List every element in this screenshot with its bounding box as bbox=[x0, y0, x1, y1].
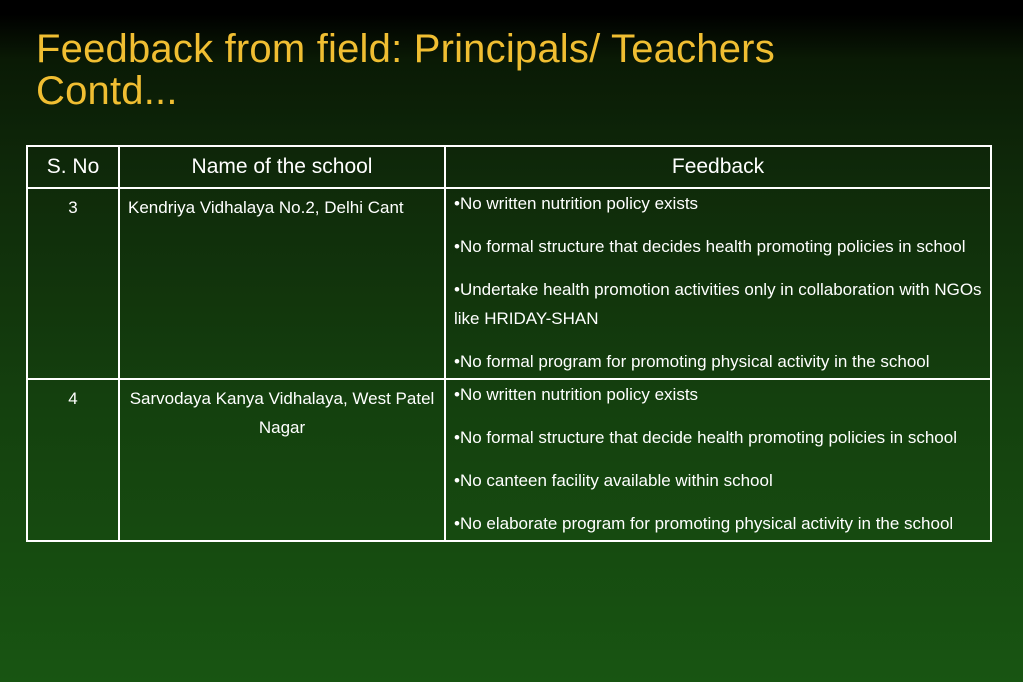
header-school-name: Name of the school bbox=[119, 146, 445, 188]
table-row bbox=[27, 188, 991, 379]
row-school-name: Sarvodaya Kanya Vidhalaya, West Patel Nagar bbox=[119, 379, 445, 541]
header-sno: S. No bbox=[27, 146, 119, 188]
row-school-name: Kendriya Vidhalaya No.2, Delhi Cant bbox=[119, 188, 445, 379]
table-header-row bbox=[27, 146, 991, 188]
feedback-item: •No canteen facility available within school bbox=[454, 471, 773, 490]
feedback-item: •No formal structure that decides health promoting policies in school bbox=[454, 237, 966, 256]
slide-title-line-1: Feedback from field: Principals/ Teachers bbox=[36, 27, 775, 71]
row-sno: 3 bbox=[27, 188, 119, 379]
row-sno: 4 bbox=[27, 379, 119, 541]
slide-title-line-2: Contd... bbox=[36, 69, 178, 113]
feedback-item: •No written nutrition policy exists bbox=[454, 385, 699, 404]
row-feedback bbox=[445, 379, 991, 541]
slide-title bbox=[36, 28, 775, 112]
table-row bbox=[27, 379, 991, 541]
feedback-table bbox=[26, 145, 992, 542]
feedback-item: •No written nutrition policy exists bbox=[454, 194, 699, 213]
feedback-item: •Undertake health promotion activities only in collaboration with NGOs like HRIDAY-SHAN bbox=[454, 280, 982, 328]
feedback-item: •No formal structure that decide health promoting policies in school bbox=[454, 428, 957, 447]
header-feedback: Feedback bbox=[445, 146, 991, 188]
feedback-item: •No formal program for promoting physical activity in the school bbox=[454, 352, 930, 371]
row-feedback bbox=[445, 188, 991, 379]
feedback-item: •No elaborate program for promoting physical activity in the school bbox=[454, 514, 954, 533]
